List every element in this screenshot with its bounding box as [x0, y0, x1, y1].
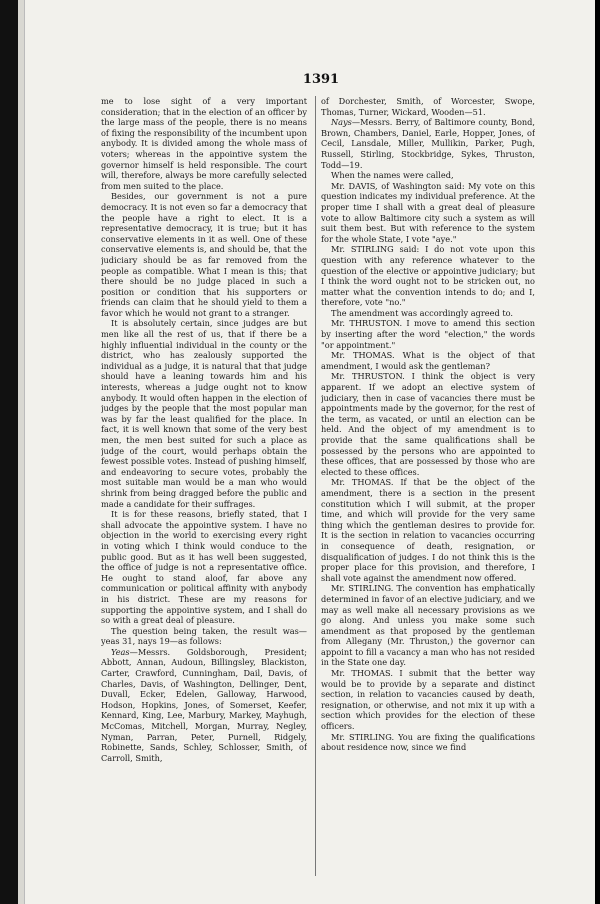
paragraph: Mr. THRUSTON. I think the object is very apparent. If we adopt an elective system of judiciary, then in case of vacancies there must be appointments made by the governor, for the rest of the term, as vacated, or until an election can be held. And the object of my amendment is to provide that the same qualifications shall be possessed by the persons who are appointed to these offices, that are possessed by those who are elected to these offices. — [321, 371, 535, 477]
paragraph: Mr. THOMAS. If that be the object of the amendment, there is a section in the present constitution which I will submit, at the proper time, and which will provide for the very same thing which the gentleman desires to provide for. It is the section in relation to vacancies occurring in consequence of death, resignation, or disqualification of judges. I do not think this is the proper place for this provision, and therefore, I shall vote against the amendment now offered. — [321, 477, 535, 583]
paragraph: of Dorchester, Smith, of Worcester, Swope, Thomas, Turner, Wickard, Wooden—51. — [321, 96, 535, 117]
paragraph: Nays—Messrs. Berry, of Baltimore county, Bond, Brown, Chambers, Daniel, Earle, Hopper, Jones, of Cecil, Lansdale, Miller, Mullikin, Parker, Pugh, Russell, Stirling, Stockbridge, Sykes, Thruston, Todd—19. — [321, 117, 535, 170]
paragraph: Mr. STIRLING. You are fixing the qualifications about residence now, since we find — [321, 731, 535, 753]
paragraph: It is absolutely certain, since judges are but men like all the rest of us, that if there be a highly influential individual in the county or the district, who has zealously supported the individual as a judge, it is natural that that judge should have a leaning towards him and his interests, whereas a judge ought not to know anybody. It would often happen in the election of judges by the people that the most popular man was by far the least qualified for the place. In fact, it is well known that some of the very best men, the men best suited for such a place as judge of the court, would perhaps obtain the fewest possible votes. Instead of pushing himself, and endeavoring to secure votes, probably the most suitable man would be a man who would shrink from being dragged before the public and made a candidate for their suffrages. — [101, 318, 307, 509]
adjacent-page-strip — [0, 0, 24, 904]
paragraph: Mr. THOMAS. What is the object of that amendment, I would ask the gentleman? — [321, 350, 535, 371]
column-divider — [315, 96, 316, 876]
document-page — [24, 0, 595, 904]
paragraph: Mr. STIRLING. The convention has emphatically determined in favor of an elective judiciary, and we may as well make all necessary provisions as we go along. And unless you make some such amendment as that proposed by the gentleman from Allegany (Mr. Thruston,) the governor can appoint to fill a vacancy a man who has not resided in the State one day. — [321, 583, 535, 668]
paragraph: Mr. DAVIS, of Washington said: My vote on this question indicates my individual preference. At the proper time I shall with a great deal of pleasure vote to allow Baltimore city such a system as will suit them best. But with reference to the system for the whole State, I vote "aye." — [321, 180, 535, 244]
paragraph: It is for these reasons, briefly stated, that I shall advocate the appointive system. I have no objection in the world to exercising every right in voting which I think would conduce to the public good. But as it has well been suggested, the office of judge is not a representative office. He ought to stand aloof, far above any communication or political affinity with anybody in his district. These are my reasons for supporting the appointive system, and I shall do so with a great deal of pleasure. — [101, 509, 307, 626]
page-number: 1391 — [302, 72, 340, 87]
left-column — [101, 96, 307, 876]
paragraph: The question being taken, the result was—yeas 31, nays 19—as follows: — [101, 625, 307, 647]
paragraph: Besides, our government is not a pure democracy. It is not even so far a democracy that the people have a right to elect. It is a representative democracy, it is true; but it has conservative elements in it as well. One of these conservative elements is, and should be, that the judiciary should be as far removed from the people as compatible. What I mean is this; that there should be no judge placed in such a position or condition that his supporters or friends can claim that he should yield to them a favor which he would not grant to a stranger. — [101, 191, 307, 318]
paragraph: Mr. THOMAS. I submit that the better way would be to provide by a separate and distinct section, in relation to vacancies caused by death, resignation, or otherwise, and not mix it up with a section which provides for the election of these officers. — [321, 668, 535, 732]
right-column — [321, 96, 535, 876]
paragraph: When the names were called, — [331, 170, 454, 181]
paragraph: Mr. THRUSTON. I move to amend this section by inserting after the word "election," the words "or appointment." — [321, 318, 535, 350]
paragraph: The amendment was accordingly agreed to. — [331, 307, 514, 318]
paragraph: Yeas—Messrs. Goldsborough, President; Abbott, Annan, Audoun, Billingsley, Blackiston, Carter, Crawford, Cunningham, Dail, Davis, of Charles, Davis, of Washington, Dellinger, Dent, Duvall, Ecker, Edelen, Galloway, Harwood, Hodson, Hopkins, Jones, of Somerset, Keefer, Kennard, King, Lee, Marbury, Markey, Mayhugh, McComas, Mitchell, Morgan, Murray, Negley, Nyman, Parran, Peter, Purnell, Ridgely, Robinette, Sands, Schley, Schlosser, Smith, of Carroll, Smith, — [101, 646, 307, 763]
paragraph: me to lose sight of a very important consideration; that in the election of an officer by the large mass of the people, there is no means of fixing the responsibility of the incumbent upon anybody. It is divided among the whole mass of voters; whereas in the appointive system the governor himself is held responsible. The court will, therefore, always be more carefully selected from men suited to the place. — [101, 96, 307, 191]
paragraph: Mr. STIRLING said: I do not vote upon this question with any reference whatever to the question of the elective or appointive judiciary; but I think the word ought not to be stricken out, no matter what the convention intends to do; and I, therefore, vote "no." — [321, 244, 535, 308]
